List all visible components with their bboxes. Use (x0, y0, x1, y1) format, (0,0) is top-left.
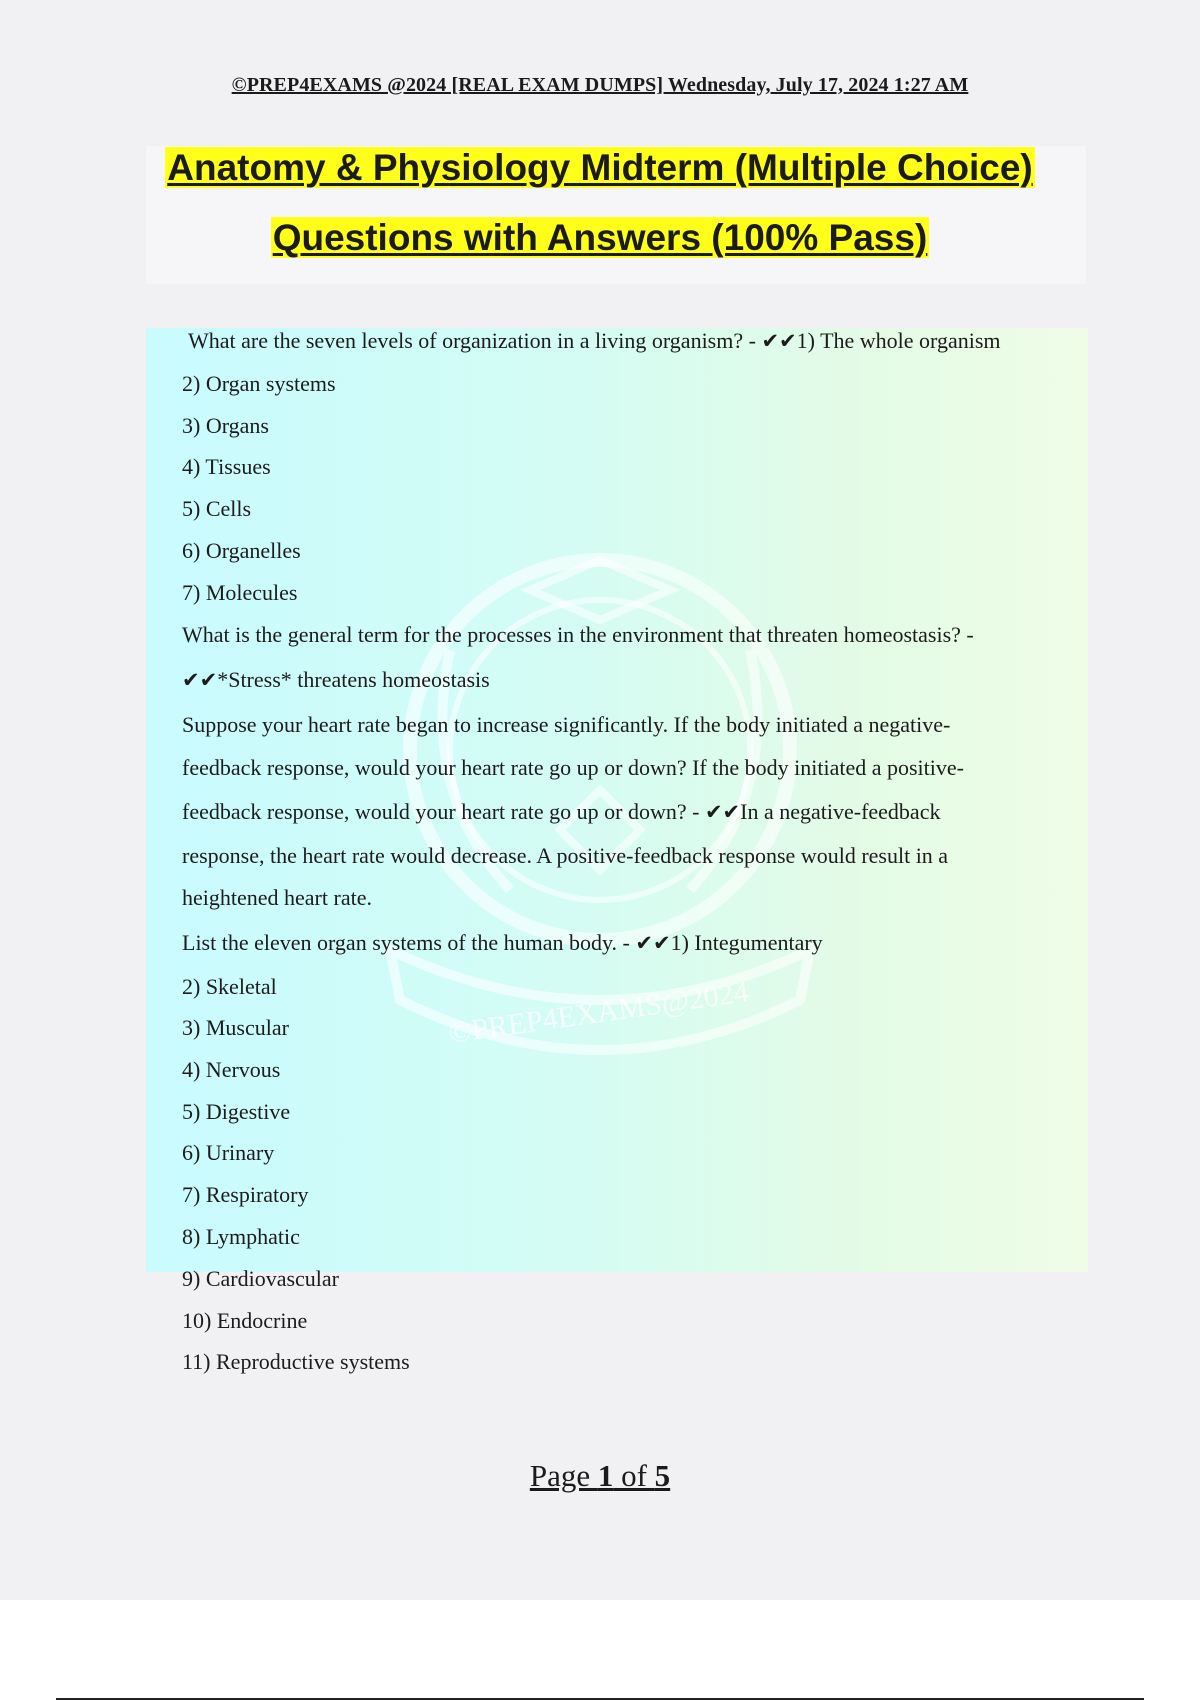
list-item: 5) Cells (182, 496, 252, 521)
list-item: 6) Organelles (182, 538, 301, 563)
list-item: 10) Endocrine (182, 1308, 308, 1333)
title-line-2 (0, 216, 1200, 260)
answer-2 (182, 667, 490, 693)
next-page-area (0, 1600, 1200, 1700)
list-item: 4) Tissues (182, 454, 271, 479)
check-icon: ✔✔ (635, 931, 671, 955)
question-1 (188, 328, 1001, 354)
question-3-text: feedback response, would your heart rate go up or down? - (182, 799, 705, 824)
title-line-1 (0, 146, 1200, 190)
question-3-line-1: Suppose your heart rate began to increase significantly. If the body initiated a negative- (182, 712, 951, 737)
question-1-text: What are the seven levels of organization in a living organism? - (188, 328, 762, 353)
list-item: 8) Lymphatic (182, 1224, 300, 1249)
list-item: 3) Muscular (182, 1015, 289, 1040)
answer-3-line-3: heightened heart rate. (182, 885, 372, 910)
answer-3-line-2: response, the heart rate would decrease. A positive-feedback response would result in a (182, 843, 949, 868)
watermark-text: ©PREP4EXAMS@2024 (446, 975, 751, 1050)
answer-4-text: 1) Integumentary (670, 930, 823, 955)
answer-3-text: In a negative-feedback (740, 799, 941, 824)
page-current: 1 (597, 1458, 614, 1493)
answer-2-text: *Stress* threatens homeostasis (217, 667, 490, 692)
list-item: 3) Organs (182, 413, 269, 438)
title-text-1: Anatomy & Physiology Midterm (Multiple Choice) (167, 147, 1033, 188)
list-item: 2) Skeletal (182, 974, 277, 999)
question-2: What is the general term for the processes in the environment that threaten homeostasis? - (182, 622, 974, 647)
list-item: 5) Digestive (182, 1099, 291, 1124)
check-icon: ✔✔ (182, 668, 218, 692)
page-total: 5 (654, 1458, 671, 1493)
list-item: 2) Organ systems (182, 371, 336, 396)
answer-1-text: 1) The whole organism (796, 328, 1001, 353)
list-item: 6) Urinary (182, 1140, 275, 1165)
question-4 (182, 930, 823, 956)
list-item: 7) Respiratory (182, 1182, 309, 1207)
check-icon: ✔✔ (704, 800, 741, 824)
question-4-text: List the eleven organ systems of the human body. - (182, 930, 636, 955)
list-item: 7) Molecules (182, 580, 298, 605)
question-3-line-2: feedback response, would your heart rate go up or down? If the body initiated a positive- (182, 755, 964, 780)
list-item: 4) Nervous (182, 1057, 281, 1082)
list-item: 11) Reproductive systems (182, 1349, 410, 1374)
check-icon: ✔✔ (761, 329, 797, 353)
question-3-line-3 (182, 799, 940, 825)
page-prefix: Page (529, 1458, 598, 1493)
page-separator: of (613, 1458, 655, 1493)
page-number (0, 1458, 1200, 1494)
document-header: ©PREP4EXAMS @2024 [REAL EXAM DUMPS] Wednesday, July 17, 2024 1:27 AM (231, 74, 969, 96)
list-item: 9) Cardiovascular (182, 1266, 339, 1291)
title-text-2: Questions with Answers (100% Pass) (272, 217, 928, 258)
